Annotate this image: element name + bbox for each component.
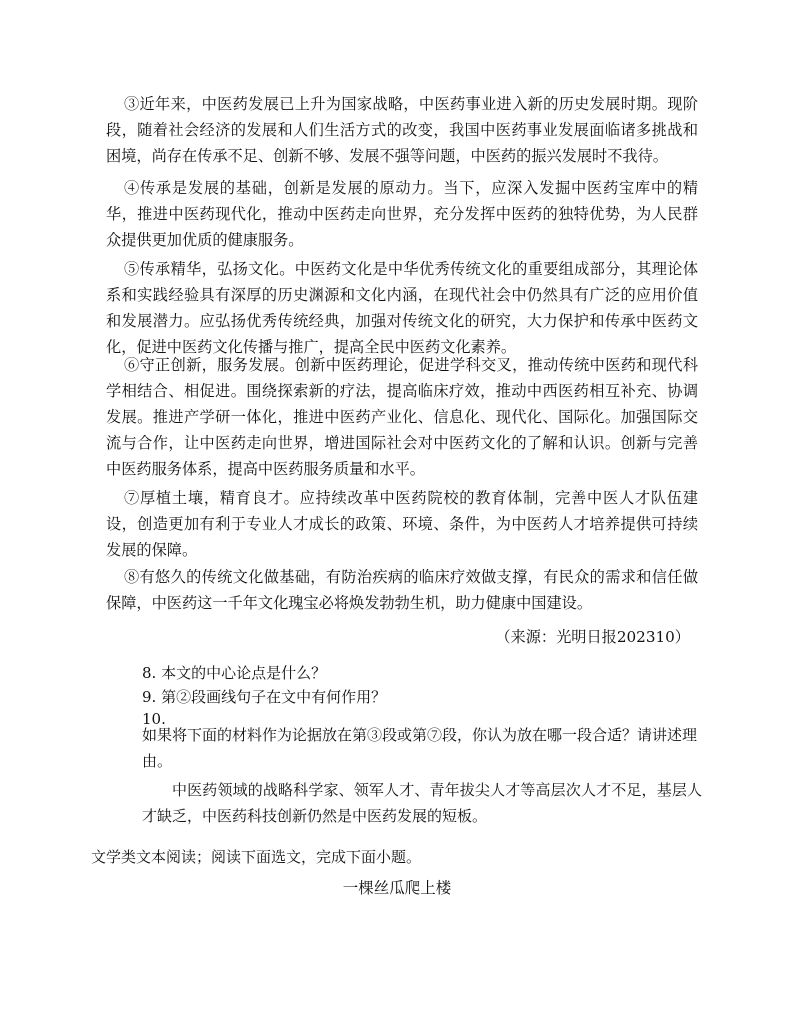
section-instruction: 文学类文本阅读；阅读下面选文，完成下面小题。	[91, 848, 422, 866]
question-10-text: 如果将下面的材料作为论据放在第③段或第⑦段，你认为放在哪一段合适？请讲述理由。	[142, 726, 698, 770]
paragraph-5: ⑤传承精华，弘扬文化。中医药文化是中华优秀传统文化的重要组成部分，其理论体系和实践经验具有深厚的历史渊源和文化内涵，在现代社会中仍然具有广泛的应用价值和发展潜力。应弘扬优秀传统经典，加强对传统文化的研究，大力保护和传承中医药文化，促进中医药文化传播与推广，提高全民中医药文化素养。	[106, 260, 698, 356]
paragraph-6: ⑥守正创新，服务发展。创新中医药理论，促进学科交叉，推动传统中医药和现代科学相结合、相促进。围绕探索新的疗法，提高临床疗效，推动中西医药相互补充、协调发展。推进产学研一体化，推进中医药产业化、信息化、现代化、国际化。加强国际交流与合作，让中医药走向世界，增进国际社会对中医药文化的了解和认识。创新与完善中医药服务体系，提高中医药服务质量和水平。	[106, 356, 698, 478]
question-10-number: 10.	[142, 710, 166, 728]
question-9: 9. 第②段画线句子在文中有何作用？	[142, 688, 387, 706]
paragraph-8: ⑧有悠久的传统文化做基础，有防治疾病的临床疗效做支撑，有民众的需求和信任做保障，中医药这一千年文化瑰宝必将焕发勃勃生机，助力健康中国建设。	[106, 568, 698, 612]
paragraph-3: ③近年来，中医药发展已上升为国家战略，中医药事业进入新的历史发展时期。现阶段，随着社会经济的发展和人们生活方式的改变，我国中医药事业发展面临诸多挑战和困境，尚存在传承不足、创新不够、发展不强等问题，中医药的振兴发展时不我待。	[106, 95, 698, 165]
paragraph-7: ⑦厚植土壤，精育良才。应持续改革中医药院校的教育体制，完善中医人才队伍建设，创造更加有利于专业人才成长的政策、环境、条件，为中医药人才培养提供可持续发展的保障。	[106, 489, 698, 559]
question-8: 8. 本文的中心论点是什么？	[142, 664, 327, 682]
question-10-material: 中医药领域的战略科学家、领军人才、青年拔尖人才等高层次人才不足，基层人才缺乏，中医药科技创新仍然是中医药发展的短板。	[142, 781, 702, 825]
story-title: 一棵丝瓜爬上楼	[342, 879, 452, 897]
paragraph-4: ④传承是发展的基础，创新是发展的原动力。当下，应深入发掘中医药宝库中的精华，推进中医药现代化，推动中医药走向世界，充分发挥中医药的独特优势，为人民群众提供更加优质的健康服务。	[106, 179, 698, 249]
article-source: （来源：光明日报202310）	[495, 628, 690, 646]
